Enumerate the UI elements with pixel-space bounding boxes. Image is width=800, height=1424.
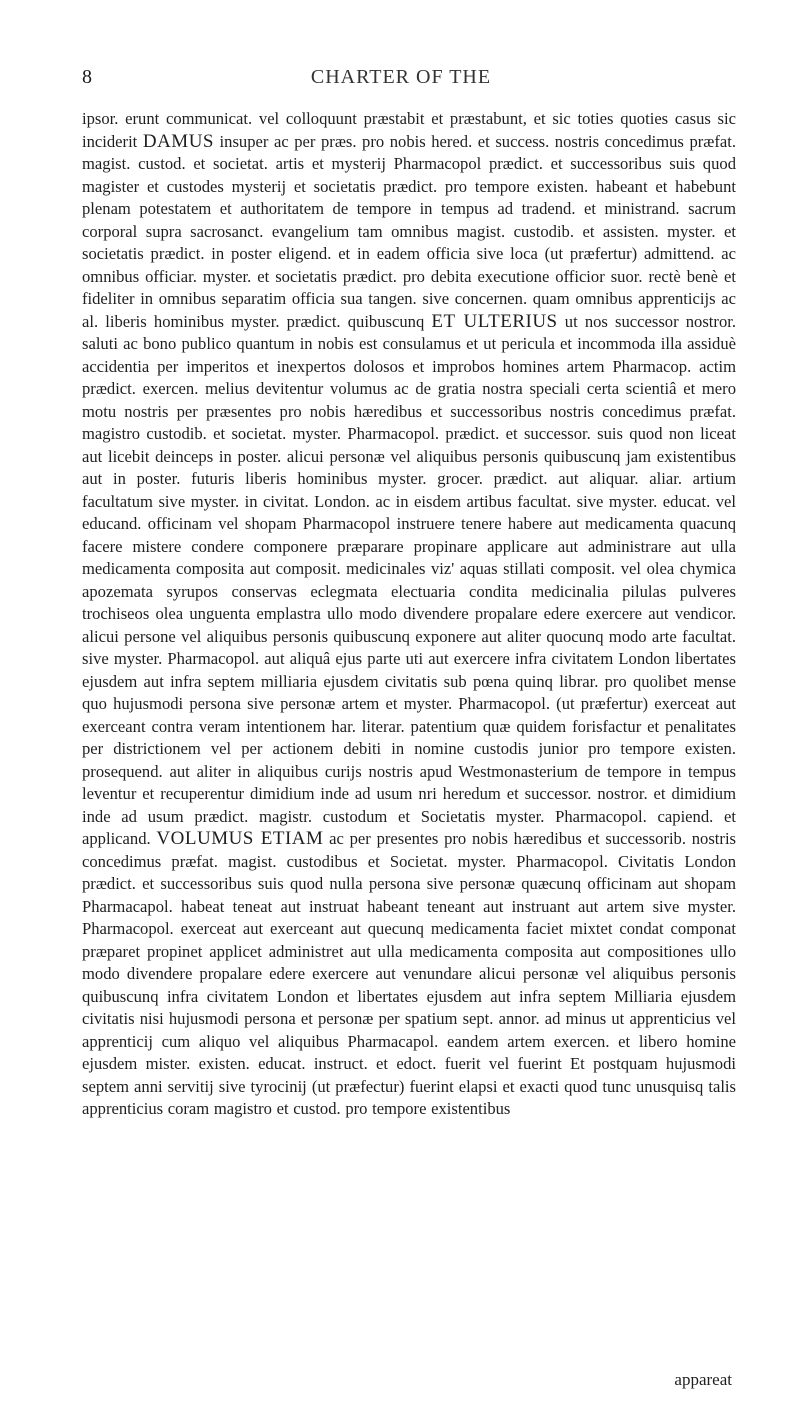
catchword: appareat	[674, 1370, 732, 1389]
text-segment: ut nos successor nostror. saluti ac bono publico quantum in nobis est consulamus et ut pericula et incommoda illa assiduè accidentia per imperitos et inexpertos dolosos et improbos homines artem Pharmacop. actim prædict. exercen. melius devitentur volumus ac de gratia nostra speciali certa scientiâ et mero motu nostris per præsentes pro nobis hæredibus et successoribus nostris concedimus præfat. magistro custodib. et societat. myster. Pharmacopol. prædict. et successor. suis quod non liceat aut licebit deinceps in poster. alicui personæ vel aliquibus personis quibuscunq jam existentibus aut in poster. futuris liberis hominibus myster. grocer. prædict. aut aliquar. aliar. artium facultatum sive myster. in civitat. London. ac in eisdem artibus facultat. sive myster. educat. vel educand. officinam vel shopam Pharmacopol instruere tenere habere aut medicamenta quacunq facere mistere condere componere præparare propinare applicare aut administrare aut ulla medicamenta composita aut composit. medicinales viz' aquas stillati composit. vel olea chymica apozemata syrupos conservas eclegmata electuaria condita medicinalia pilulas pulveres trochiseos olea unguenta emplastra ullo modo divendere propalare edere exercere aut vendicor. alicui persone vel aliquibus personis quibuscunq exponere aut aliter quocunq modo arte facultat. sive myster. Pharmacopol. aut aliquâ ejus parte uti aut exercere infra civitatem London libertates ejusdem aut infra septem milliaria ejusdem civitatis sub pœna quinq librar. pro quolibet mense quo hujusmodi persona sive personæ artem et myster. Pharmacopol. (ut præfertur) exerceat aut exerceant contra veram intentionem har. literar. patentium quæ quidem forisfactur et penalitates per districtionem vel per actionem debiti in nomine custodis junior pro tempore existen. prosequend. aut aliter in aliquibus curijs nostris apud Westmonasterium de tempore in tempus leventur et recuperentur dimidium inde ad usum nri heredum et successor. nostror. et dimidium inde ad usum prædict. magistr. custodum et Societatis myster. Pharmacopol. capiend. et applicand.	[82, 311, 736, 848]
small-caps-lead: ET ULTERIUS	[431, 310, 558, 332]
charter-body-text	[82, 108, 736, 1121]
running-head: CHARTER OF THE	[310, 66, 492, 88]
text-segment: ac per presentes pro nobis hæredibus et successorib. nostris concedimus præfat. magist. custodibus et Societat. myster. Pharmacopol. Civitatis London prædict. et successoribus suis quod nulla persona sive personæ quæcunq officinam aut shopam Pharmacapol. habeat teneat aut instruat habeant teneant aut instruant aut artem sive myster. Pharmacopol. exerceat aut exerceant aut quecunq medicamenta faciet mixtet condat componat præparet propinet applicet administret aut ulla medicamenta composita aut compositiones ullo modo divendere propalare edere exercere aut venundare alicui personæ vel aliquibus personis quibuscunq infra civitatem London et libertates ejusdem aut infra septem Milliaria ejusdem civitatis nisi hujusmodi persona et personæ per spatium sept. annor. ad minus ut apprenticius vel apprenticij cum aliquo vel aliquibus Pharmacapol. eandem artem exercen. et libero homine ejusdem mister. existen. educat. instruct. et edoct. fuerit vel fuerint Et postquam hujusmodi septem anni servitij sive tyrocinij (ut præfectur) fuerint elapsi et exacti quod tunc unusquisq talis apprenticius coram magistro et custod. pro tempore existentibus	[82, 829, 737, 1118]
text-segment: insuper ac per præs. pro nobis hered. et success. nostris concedimus præfat. magist. custod. et societat. artis et mysterij Pharmacopol prædict. et successoribus suis quod magister et custodes mysterij et societatis prædict. pro tempore existen. habeant et habebunt plenam potestatem et authoritatem de tempore in tempus ad tradend. et ministrand. sacrum corporal supra sacrosanct. evangelium tam omnibus magist. custodib. et assisten. myster. et societatis prædict. in poster eligend. et in eadem officia sive loca (ut præfertur) admittend. ac omnibus officiar. myster. et societatis prædict. pro debita executione officior suor. rectè benè et fideliter in omnibus separatim officia sua tangen. sive concernen. quam omnibus apprenticijs ac al. liberis hominibus myster. prædict. quibuscunq	[82, 131, 736, 331]
page-header	[82, 66, 720, 96]
small-caps-lead: DAMUS	[142, 130, 214, 152]
page-number: 8	[82, 66, 92, 88]
small-caps-lead: VOLUMUS ETIAM	[156, 828, 324, 849]
text-segment: ipsor. erunt communicat. vel colloquunt præstabit et præstabunt, et sic toties quoties casus sic inciderit	[82, 109, 736, 151]
